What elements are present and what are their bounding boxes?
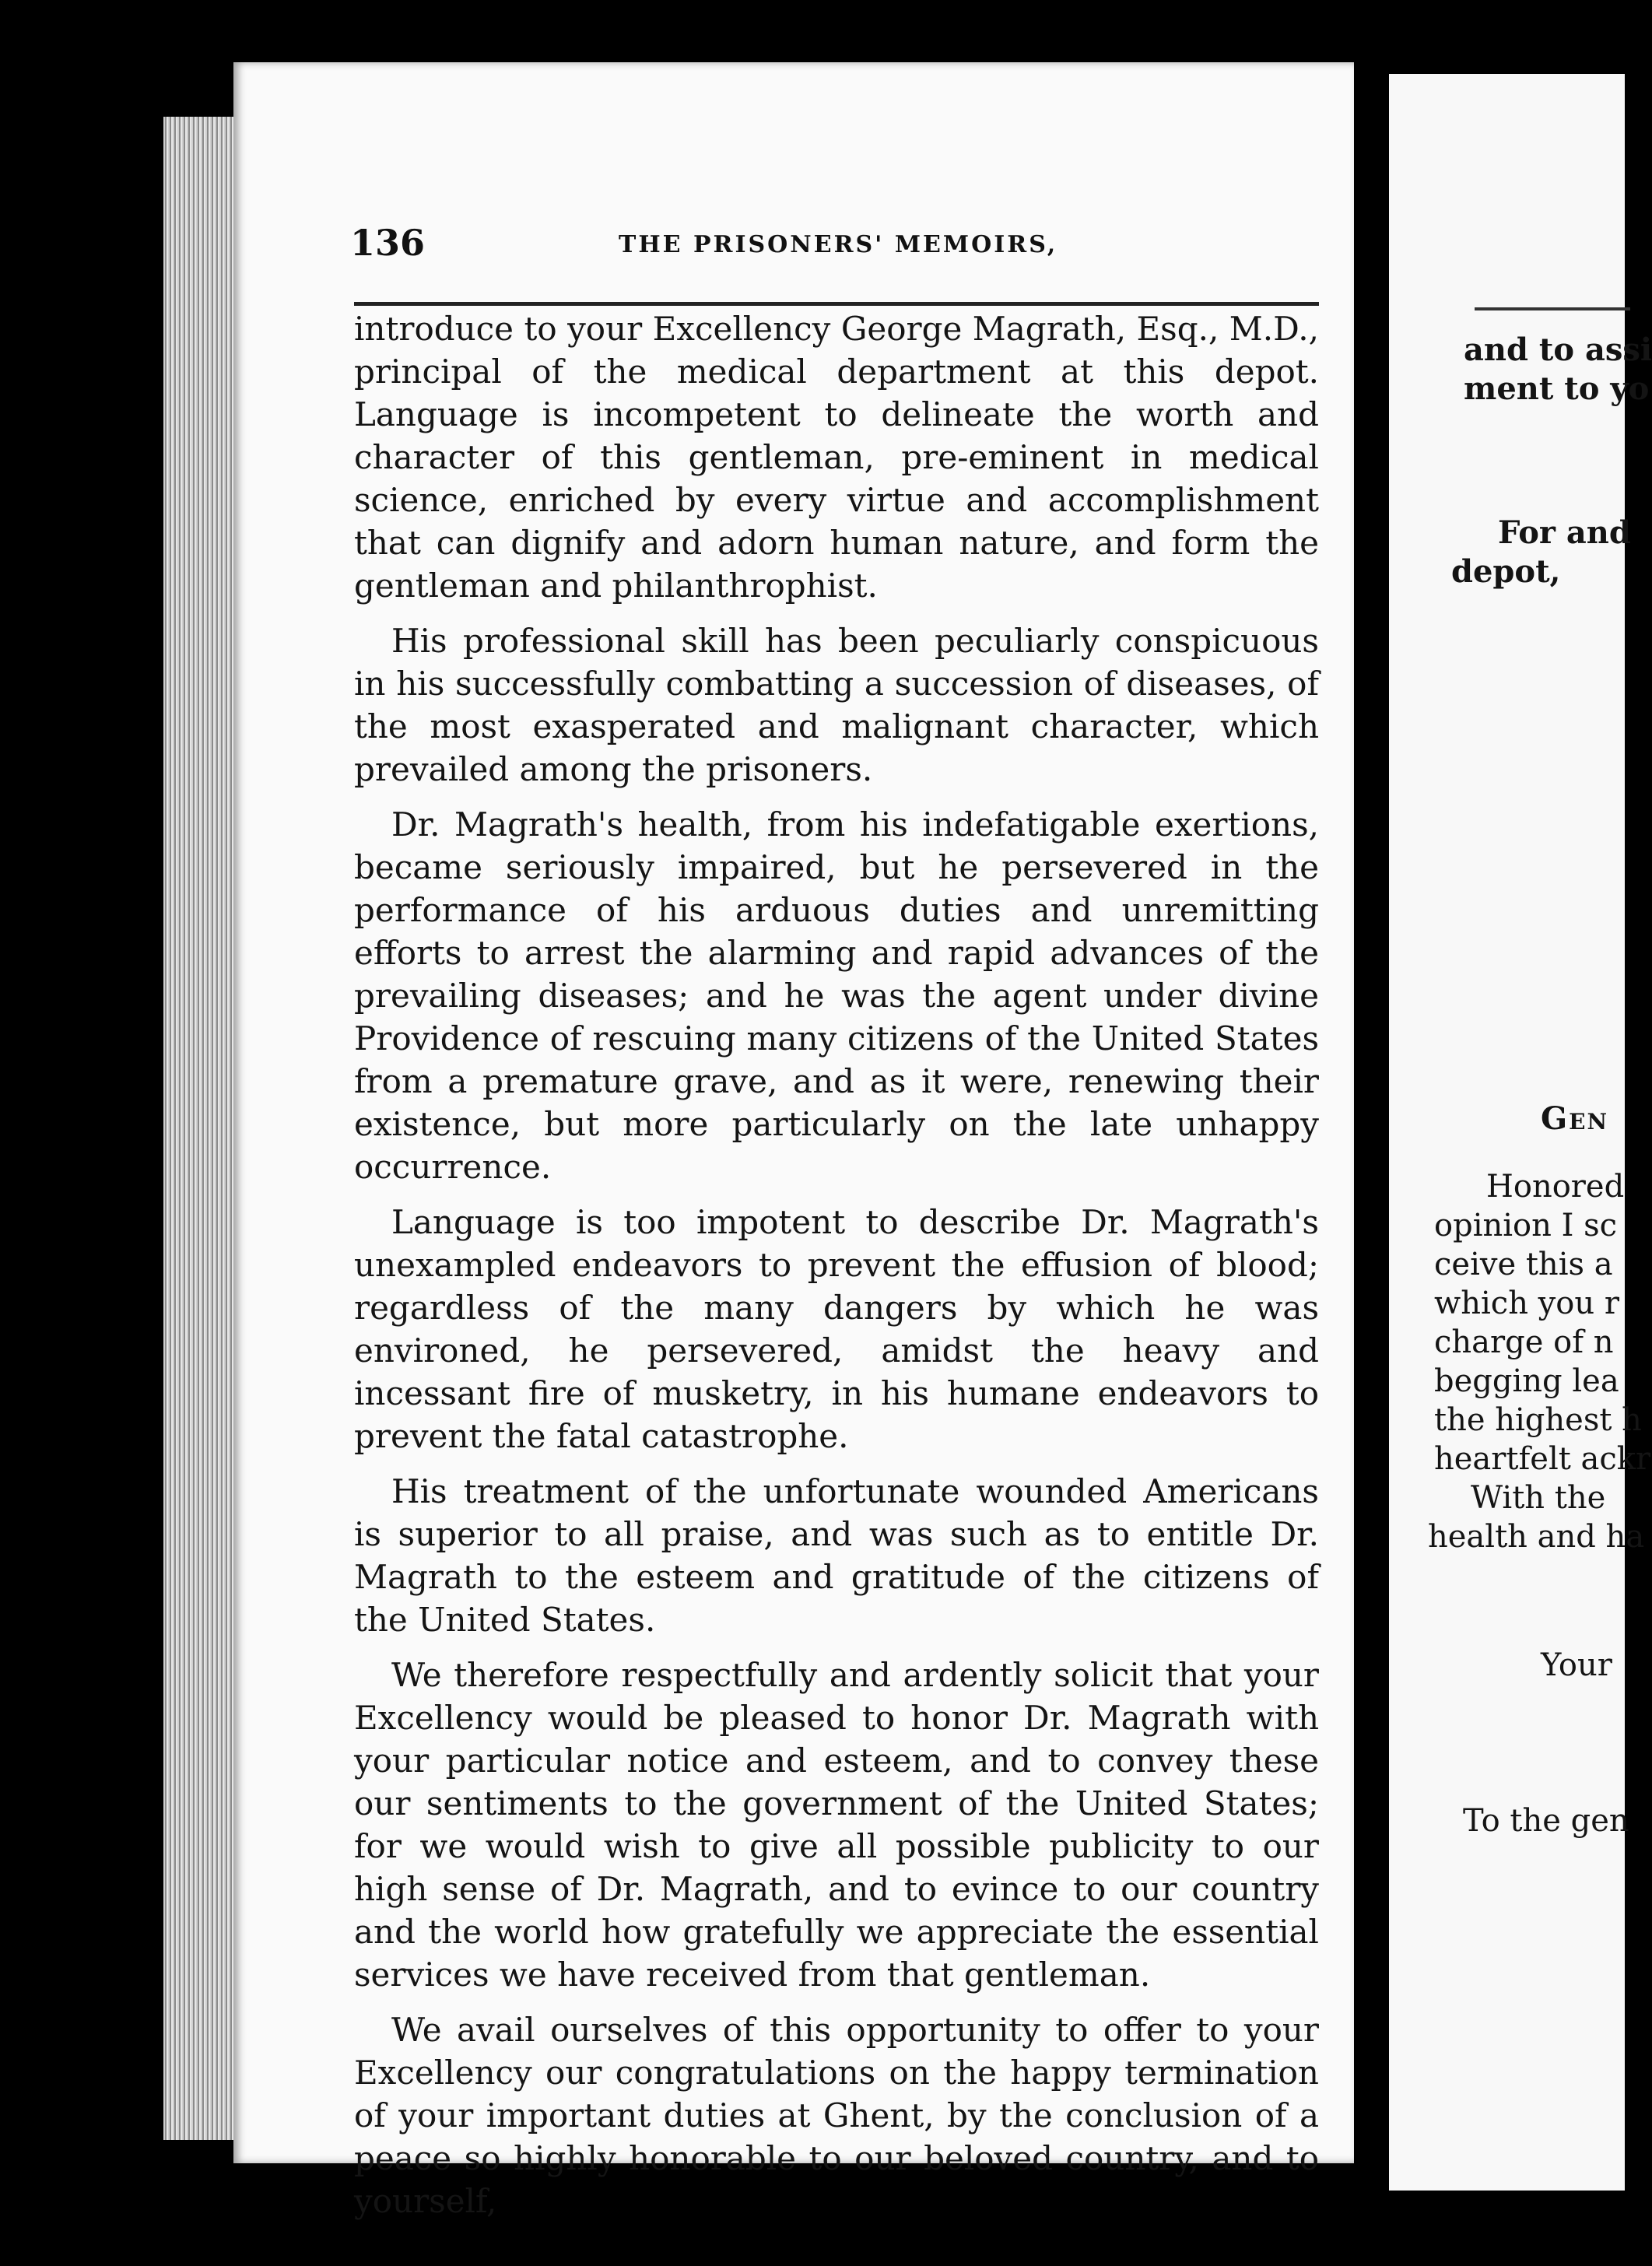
page-number: 136 [350,222,426,264]
right-page [1389,74,1652,2191]
paragraph-3: Dr. Magrath's health, from his indefatigable exertions, became seriously impaired, but he persevered in the performance of his arduous duties and unremitting efforts to arrest the alarming and rapid advances of the prevailing diseases; and he was the agent under divine Providence of rescuing many citizens of the United States from a premature grave, and as it were, renewing their existence, but more particularly on the late unhappy occurrence. [354,805,1319,1186]
right-line-1: and to assi [1464,331,1652,368]
paragraph-5: His treatment of the unfortunate wounded Americans is superior to all praise, and was such as to entitle Dr. Magrath to the esteem and gratitude of the citizens of the United States. [354,1472,1319,1639]
paragraph-6: We therefore respectfully and ardently solicit that your Excellency would be pleased to honor Dr. Magrath with your particular notice and esteem, and to convey these our sentiments to the government of the United States; for we would wish to give all possible publicity to our high sense of Dr. Magrath, and to evince to our country and the world how gratefully we appreciate the essential services we have received from that gentleman. [354,1656,1319,1994]
paragraph-4: Language is too impotent to describe Dr. Magrath's unexampled endeavors to prevent the effusion of blood; regardless of the many dangers by which he was environed, he persevered, amidst the heavy and incessant fire of musketry, in his humane endeavors to prevent the fatal catastrophe. [354,1203,1319,1455]
right-line-8: ceive this a [1434,1247,1613,1282]
right-line-11: begging lea [1434,1363,1619,1399]
right-line-4: depot, [1451,553,1561,590]
right-line-7: opinion I sc [1434,1208,1618,1243]
right-line-17: To the gen [1463,1803,1629,1839]
header-rule [354,302,1319,306]
right-line-10: charge of n [1434,1324,1614,1360]
left-page [233,62,1354,2220]
right-heading: Gen [1541,1100,1609,1137]
right-line-13: heartfelt ackr [1434,1441,1651,1477]
running-head [350,222,1323,268]
right-line-3: For and [1498,514,1631,551]
right-line-2: ment to yo [1464,370,1650,407]
right-header-rule [1475,307,1630,310]
paragraph-1: introduce to your Excellency George Magrath, Esq., M.D., principal of the medical department at this depot. Language is incompetent to delineate the worth and character of this gentleman, pre-eminent in medical science, enriched by every virtue and accomplishment that can dignify and adorn human nature, and form the gentleman and philanthrophist. [354,310,1319,605]
right-line-9: which you r [1434,1286,1619,1321]
right-line-6: Honored [1486,1169,1625,1205]
page-edges [163,117,241,2140]
running-title: THE PRISONERS' MEMOIRS, [619,231,1058,258]
right-line-16: Your [1541,1647,1612,1683]
right-line-12: the highest h [1434,1402,1642,1438]
paragraph-7: We avail ourselves of this opportunity to offer to your Excellency our congratulations on the happy termination of your important duties at Ghent, by the conclusion of a peace so highly honorable to our beloved country, and to yourself, [354,2011,1319,2220]
right-line-14: With the [1471,1480,1606,1516]
body-text [354,307,1319,2235]
paragraph-2: His professional skill has been peculiarly conspicuous in his successfully combatting a succession of diseases, of the most exasperated and malignant character, which prevailed among the prisoners. [354,622,1319,788]
right-line-15: health and ha [1428,1519,1645,1555]
